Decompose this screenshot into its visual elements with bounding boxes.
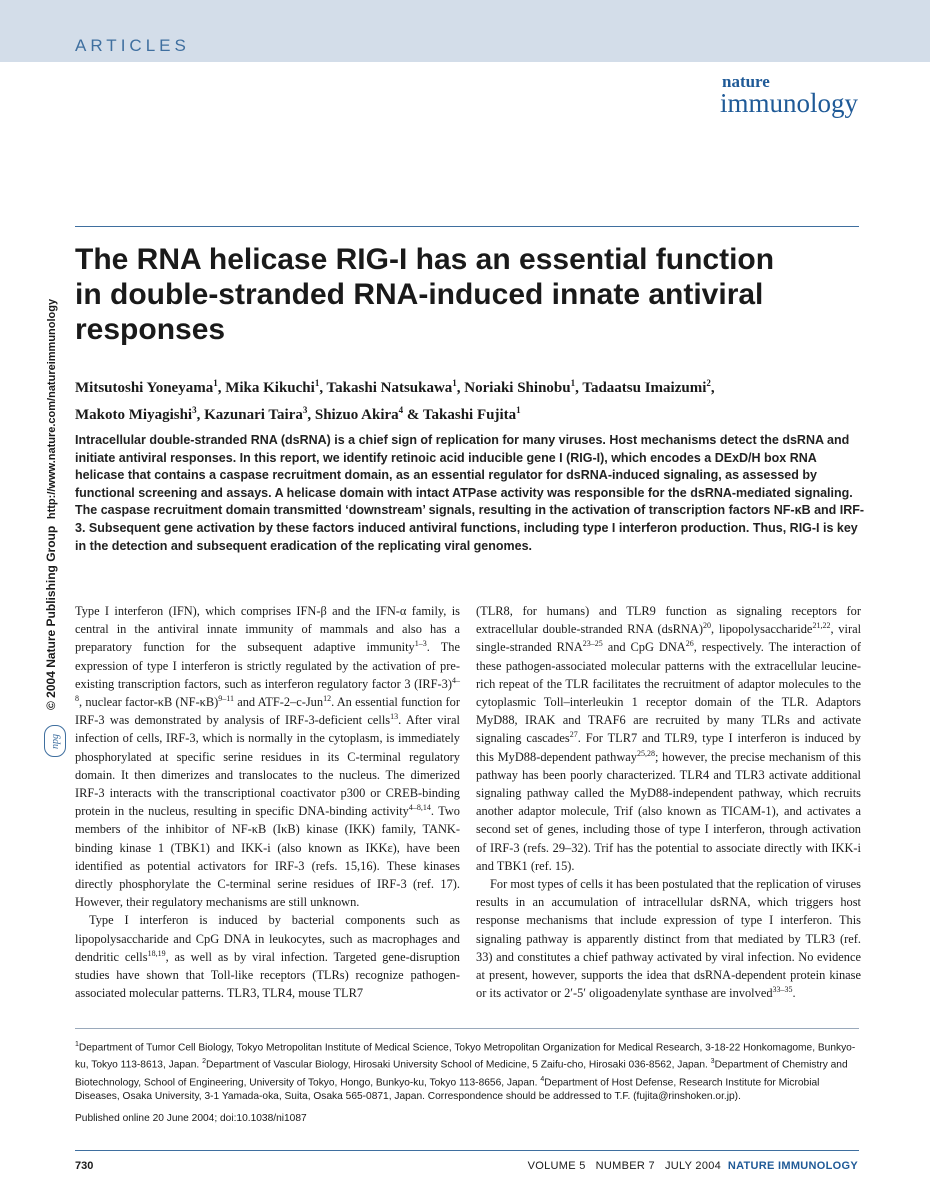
text-run: ; however, the precise mechanism of this pathway has been poorly characterized. TLR4 and TLR3 activate additional signaling pathway called the MyD88-independent pathway, which recruits another adaptor molecule, Trif (also known as TICAM-1), and activates a second set of genes, including those of type I interferon, through activation of IRF-3 (refs. 29–32). Trif has the potential to associate directly with IKK-i and TBK1 (ref. 15). (476, 749, 862, 873)
citation: 20 (702, 621, 711, 631)
text-run: and CpG DNA (602, 640, 686, 655)
text-run: . (792, 986, 796, 1001)
author-name: Shizuo Akira (314, 407, 399, 423)
citation: 27 (569, 730, 578, 740)
npg-text: npg (49, 733, 61, 749)
citation: 23–25 (582, 639, 603, 649)
page-number: 730 (75, 1160, 94, 1172)
citation: 13 (390, 712, 399, 722)
affiliation-text: Department of Chemistry and Biotechnology, School of Engineering, University of Tokyo, Hongo, Bunkyo-ku, Tokyo 113-8656, Japan. (75, 1059, 848, 1089)
author-affiliation: 1 (516, 405, 521, 415)
side-rail (44, 250, 64, 750)
affiliation-number: 2 (202, 1058, 206, 1066)
citation: 33–35 (772, 985, 793, 995)
citation: 4–8 (75, 675, 460, 703)
author-affiliation: 4 (398, 405, 404, 415)
logo-line-immunology: immunology (719, 88, 858, 118)
text-run: , respectively. The interaction of these pathogen-associated molecular patterns with the extracellular leucine-rich repeat of the TLR facilitates the recruitment of adaptor molecules to the cytoplasmic Toll–interleukin 1 receptor domain of the TLR. Adaptors MyD88, IRAK and TRAF6 are recruited by many TLRs and activate signaling cascades (476, 640, 862, 746)
body-column-left (75, 602, 460, 1002)
text-run: Type I interferon (IFN), which comprises IFN-β and the IFN-α family, is central in the antiviral innate immunity of mammals and also has a preparatory function for the subsequent adaptive immunity (75, 604, 460, 655)
title-rule (75, 226, 859, 227)
author-name: Tadaatsu Imaizumi (582, 380, 707, 396)
text-run: , viral single-stranded RNA (476, 622, 862, 655)
text-run: . After viral infection of cells, IRF-3, which is normally in the cytoplasm, is immediately phosphorylated at specific serine residues in its C-terminal regulatory domain. It then dimerizes and translocates to the nucleus. The dimerized IRF-3 interacts with the transcriptional coactivator p300 or CREB-binding protein in the nucleus, resulting in specific DNA-binding activity (75, 713, 461, 819)
journal-logo (720, 74, 858, 116)
author-name: Mika Kikuchi (225, 380, 315, 396)
article-title: The RNA helicase RIG-I has an essential function in double-stranded RNA-induced innate antiviral responses (75, 243, 775, 346)
citation: 26 (685, 639, 694, 649)
npg-logo-icon (44, 725, 66, 757)
author-affiliation: 1 (213, 378, 218, 388)
body-column-right (476, 602, 861, 1002)
side-copyright (44, 250, 62, 710)
citation: 21,22 (812, 621, 831, 631)
author-affiliation: 1 (314, 378, 320, 388)
paragraph (476, 875, 861, 1002)
affiliation-number: 3 (710, 1058, 715, 1066)
author-name: Kazunari Taira (204, 407, 303, 423)
author-affiliation: 3 (302, 405, 308, 415)
author-name: Makoto Miyagishi (75, 407, 193, 423)
footer-rule (75, 1150, 859, 1151)
text-run: , as well as by viral infection. Targeted gene-disruption studies have shown that Toll-like receptors (TLRs) recognize pathogen-associated molecular patterns. TLR3, TLR4, mouse TLR7 (75, 949, 460, 1001)
section-label: ARTICLES (75, 36, 190, 55)
copyright-text: © 2004 Nature Publishing Group (44, 525, 58, 710)
journal-url[interactable]: http://www.nature.com/natureimmunology (46, 298, 58, 520)
journal-name: NATURE IMMUNOLOGY (727, 1160, 858, 1172)
author-name: Mitsutoshi Yoneyama (75, 380, 214, 396)
text-run: and ATF-2–c-Jun (233, 695, 324, 710)
footnote-rule (75, 1028, 859, 1029)
author-affiliation: 3 (192, 405, 197, 415)
citation: 25,28 (636, 748, 655, 758)
citation: 12 (323, 693, 332, 703)
author-affiliation: 1 (570, 378, 576, 388)
text-run: . For TLR7 and TLR9, type I interferon is induced by this MyD88-dependent pathway (476, 731, 861, 764)
abstract: Intracellular double-stranded RNA (dsRNA) is a chief sign of replication for many viruses. Host mechanisms detect the dsRNA and initiate antiviral responses. In this report, we identify retinoic acid inducible gene I (RIG-I), which encodes a DExD/H box RNA helicase that contains a caspase recruitment domain, as an essential regulator for dsRNA-induced signaling, as assessed by functional screening and assays. A helicase domain with intact ATPase activity was responsible for the dsRNA-mediated signaling. The caspase recruitment domain transmitted ‘downstream’ signals, resulting in the activation of transcription factors NF-κB and IRF-3. Subsequent gene activation by these factors induced antiviral functions, including type I interferon production. Thus, RIG-I is key in the detection and subsequent eradication of the replicating viral genomes. (75, 433, 865, 553)
text-run: , nuclear factor-κB (NF-κB) (79, 695, 219, 710)
text-run: (TLR8, for humans) and TLR9 function as signaling receptors for extracellular double-stranded RNA (dsRNA) (476, 604, 861, 637)
affiliation-number: 4 (540, 1075, 545, 1083)
text-run: . Two members of the inhibitor of NF-κB (IκB) kinase (IKK) family, TANK-binding kinase 1 (TBK1) and IKK-i (also known as IKKε), have been identified as potential activators for IRF-3 (refs. 15,16). These kinases directly phosphorylate the C-terminal serine residues of IRF-3 (ref. 17). However, their regulatory mechanisms are still unknown. (75, 804, 460, 910)
affiliation-text: Department of Vascular Biology, Hirosaki University School of Medicine, 5 Zaifu-cho, Hirosaki 036-8562, Japan. (205, 1059, 711, 1071)
paragraph (75, 911, 460, 1002)
author-affiliation: 1 (452, 378, 457, 388)
text-run: . The expression of type I interferon is strictly regulated by the activation of pre-existing transcription factors, such as interferon regulatory factor 3 (IRF-3) (75, 640, 460, 691)
author-list: Mitsutoshi Yoneyama$^1$, Mika Kikuchi$^1$, Takashi Natsukawa$^1$, Noriaki Shinobu$^1$, Tadaatsu Imaizumi$^2$, Makoto Miyagishi$^3$, Kazunari Taira$^3$, Shizuo Akira$^4$ & Takashi Fujita$^1$ (75, 378, 715, 423)
volume-text: VOLUME 5 NUMBER 7 JULY 2004 (527, 1160, 722, 1172)
volume-info (528, 1160, 858, 1172)
logo-line-nature: nature (721, 72, 770, 91)
affiliations-footnote (75, 1038, 865, 1104)
author-name: Takashi Natsukawa (326, 380, 453, 396)
affiliation-text: Department of Tumor Cell Biology, Tokyo Metropolitan Institute of Medical Science, Tokyo Metropolitan Organization for Medical Research, 3-18-22 Honkomagome, Bunkyo-ku, Tokyo 113-8613, Japan. (75, 1042, 856, 1071)
author-name: Takashi Fujita (422, 407, 517, 423)
citation: 4–8,14 (408, 803, 431, 813)
citation: 9–11 (218, 693, 234, 703)
paragraph (75, 602, 460, 911)
author-name: Noriaki Shinobu (464, 380, 571, 396)
text-run: . An essential function for IRF-3 was demonstrated by analysis of IRF-3-deficient cells (75, 695, 460, 728)
text-run: Type I interferon is induced by bacterial components such as lipopolysaccharide and CpG DNA in leukocytes, such as macrophages and dendritic cells (75, 913, 460, 964)
affiliation-number: 1 (75, 1041, 79, 1048)
author-affiliation: 2 (706, 378, 711, 388)
published-line: Published online 20 June 2004; doi:10.1038/ni1087 (75, 1113, 307, 1124)
affiliation-text: Department of Host Defense, Research Institute for Microbial Diseases, Osaka University, 3-1 Yamada-oka, Suita, Osaka 565-0871, Japan. Correspondence should be addressed to T.F. (fujita@rinshoken.or.jp). (75, 1077, 820, 1103)
citation: 18,19 (147, 948, 166, 958)
text-run: , lipopolysaccharide (710, 622, 813, 637)
paragraph (476, 602, 861, 875)
citation: 1–3 (414, 639, 427, 649)
text-run: For most types of cells it has been postulated that the replication of viruses results in an accumulation of intracellular dsRNA, which triggers host response mechanisms that include expression of type I interferon. This signaling pathway is apparently distinct from that mediated by TLR3 (ref. 33) and constitutes a chief pathway activated by viral infection. No evidence at present, however, supports the idea that dsRNA-dependent protein kinase or its activator or 2′-5′ oligoadenylate synthase are involved (476, 877, 861, 1001)
